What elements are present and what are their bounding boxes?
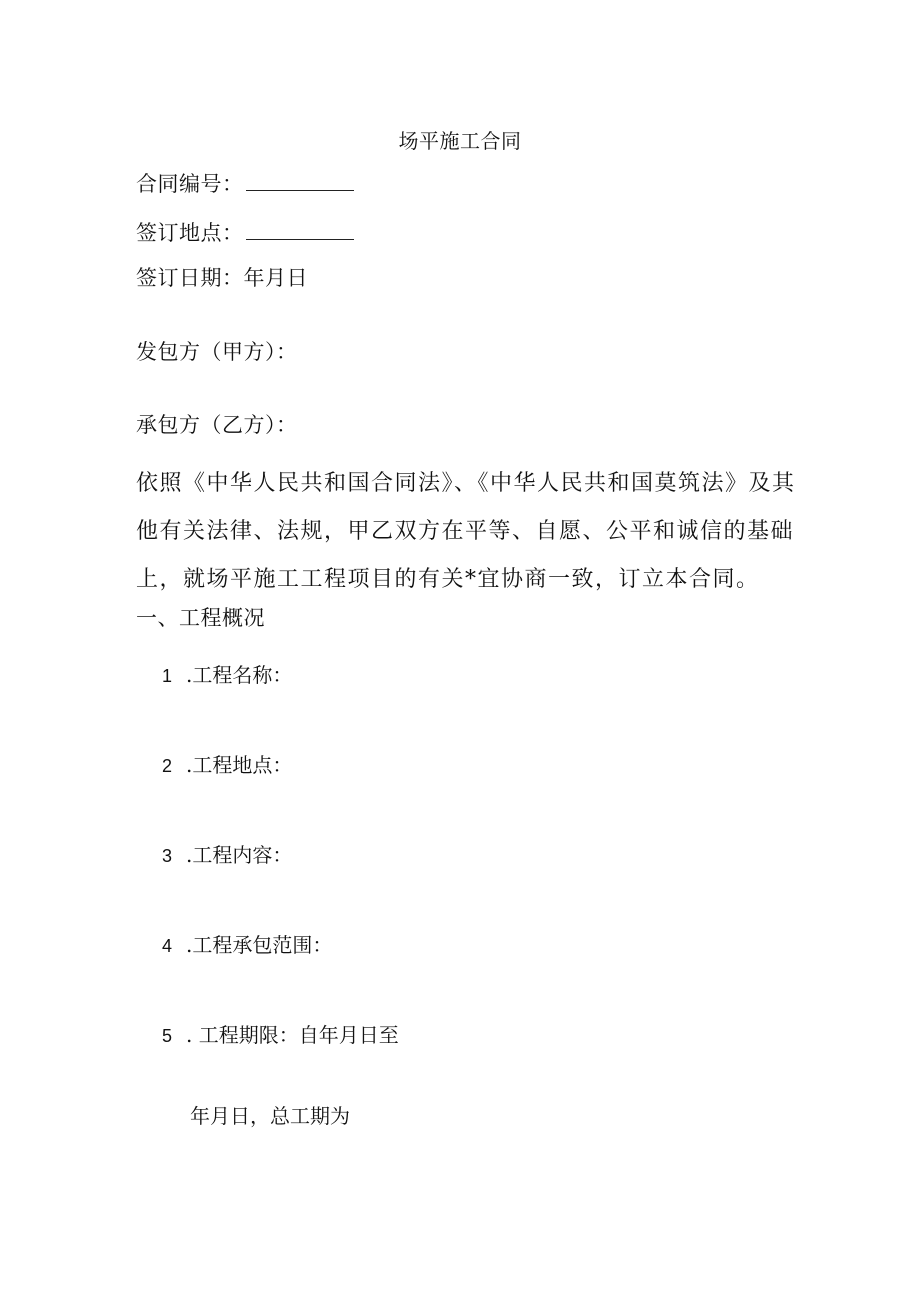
document-title: 场平施工合同 bbox=[398, 129, 522, 153]
signing-place-label: 签订地点： bbox=[136, 221, 244, 245]
list-item bbox=[162, 845, 292, 865]
item-continuation: 年月日，总工期为 bbox=[190, 1104, 350, 1128]
item-text: .工程名称： bbox=[186, 663, 293, 687]
list-item bbox=[162, 755, 292, 775]
contract-number-field bbox=[136, 172, 354, 195]
party-b: 承包方（乙方）： bbox=[136, 413, 298, 437]
item-number: 2 bbox=[162, 756, 173, 776]
preamble-paragraph: 依照《中华人民共和国合同法》、《中华人民共和国莫筑法》及其他有关法律、法规，甲乙双方在平等、自愿、公平和诚信的基础上，就场平施工工程项目的有关*宜协商一致，订立本合同。 bbox=[136, 471, 796, 592]
party-a: 发包方（甲方）： bbox=[136, 340, 298, 364]
contract-number-blank bbox=[246, 172, 354, 191]
contract-number-label: 合同编号： bbox=[136, 172, 244, 196]
section-heading: 一、工程概况 bbox=[136, 606, 265, 630]
list-item bbox=[162, 665, 292, 685]
item-text: .工程地点： bbox=[186, 753, 293, 777]
list-item bbox=[162, 1025, 399, 1045]
item-number: 5 bbox=[162, 1026, 173, 1046]
item-number: 1 bbox=[162, 666, 173, 686]
signing-date: 签订日期：年月日 bbox=[136, 266, 308, 290]
signing-place-blank bbox=[246, 221, 354, 240]
item-text: .工程承包范围： bbox=[186, 933, 333, 957]
item-text: .工程内容： bbox=[186, 843, 293, 867]
item-text: . 工程期限：自年月日至 bbox=[186, 1023, 399, 1047]
signing-place-field bbox=[136, 221, 354, 244]
list-item bbox=[162, 935, 332, 955]
item-number: 3 bbox=[162, 846, 173, 866]
item-number: 4 bbox=[162, 936, 173, 956]
